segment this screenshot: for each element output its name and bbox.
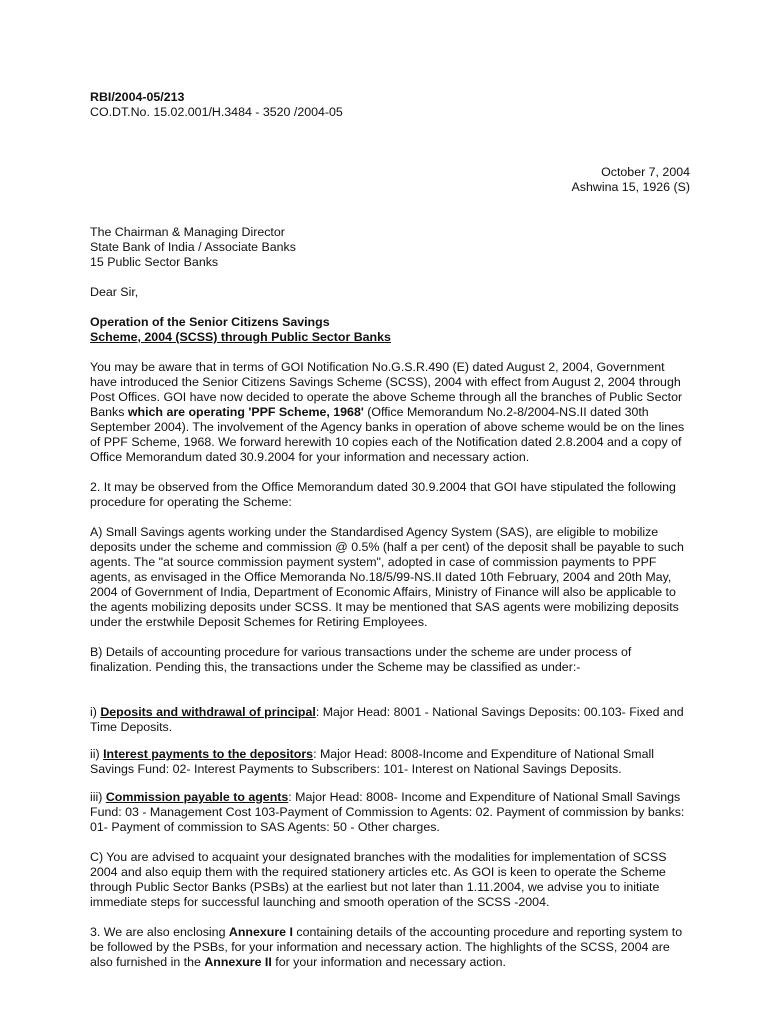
para3-text-c: for your information and necessary action. bbox=[271, 954, 506, 969]
address-line-1: The Chairman & Managing Director bbox=[90, 225, 285, 239]
annexure-2-label: Annexure II bbox=[204, 954, 272, 969]
circular-number: CO.DT.No. 15.02.001/H.3484 - 3520 /2004-05 bbox=[90, 105, 343, 119]
paragraph-c: C) You are advised to acquaint your designated branches with the modalities for implementation of SCSS 2004 and also equip them with the required stationery articles etc. As GOI is keen to operate the Scheme through Public Sector Banks (PSBs) at the earliest but not later than 1.11.2004, we advise you to initiate immediate steps for successful launching and smooth operation of the SCSS -2004. bbox=[90, 849, 667, 909]
list-item bbox=[90, 747, 690, 777]
item-ii-prefix: ii) bbox=[90, 747, 104, 762]
reference-number: RBI/2004-05/213 bbox=[90, 90, 185, 104]
list-item bbox=[90, 790, 690, 835]
paragraph-b: B) Details of accounting procedure for various transactions under the scheme are under process of finalization. Pending this, the transactions under the Scheme may be classified as under:- bbox=[90, 645, 632, 674]
address-line-2: State Bank of India / Associate Banks bbox=[90, 240, 296, 254]
item-i-text: : Major Head: 8001 - National Savings Deposits: 00.103- Fixed and Time Deposits. bbox=[90, 705, 684, 734]
para1-bold: which are operating 'PPF Scheme, 1968' bbox=[127, 405, 364, 419]
paragraph-3 bbox=[90, 925, 690, 970]
para3-text-a: 3. We are also enclosing bbox=[90, 924, 229, 939]
date-saka: Ashwina 15, 1926 (S) bbox=[571, 180, 690, 194]
reference-block bbox=[90, 90, 690, 120]
item-ii-text: : Major Head: 8008-Income and Expenditure of National Small Savings Fund: 02- Interest Payments to Subscribers: 101- Interest on National Savings Deposits. bbox=[90, 747, 655, 777]
subject-block bbox=[90, 315, 690, 345]
classification-list bbox=[90, 705, 690, 835]
list-item bbox=[90, 705, 690, 735]
address-block bbox=[90, 225, 690, 270]
para3-text-b: containing details of the accounting procedure and reporting system to be followed by the PSBs, for your information and necessary action. The highlights of the SCSS, 2004 are also furnished in the bbox=[90, 924, 683, 969]
date-gregorian: October 7, 2004 bbox=[601, 165, 690, 179]
item-ii-title: Interest payments to the depositors bbox=[103, 747, 314, 762]
subject-line-1: Operation of the Senior Citizens Savings bbox=[90, 315, 330, 329]
item-iii-text: : Major Head: 8008- Income and Expenditure of National Small Savings Fund: 03 - Management Cost 103-Payment of Commission to Agents: 02. Payment of commission by banks: 01- Payment of commission to SAS Agents: 50 - Other charges. bbox=[90, 789, 685, 834]
salutation: Dear Sir, bbox=[90, 285, 139, 299]
item-i-title: Deposits and withdrawal of principal bbox=[100, 705, 316, 719]
para1-text-b: (Office Memorandum No.2-8/2004-NS.II dated 30th September 2004). The involvement of the Agency banks in operation of above scheme would be on the lines of PPF Scheme, 1968. We forward herewith 10 copies each of the Notification dated 2.8.2004 and a copy of Office Memorandum dated 30.9.2004 for your information and necessary action. bbox=[90, 405, 685, 464]
date-block bbox=[90, 165, 690, 195]
address-line-3: 15 Public Sector Banks bbox=[90, 255, 219, 269]
paragraph-1 bbox=[90, 360, 690, 465]
paragraph-2: 2. It may be observed from the Office Memorandum dated 30.9.2004 that GOI have stipulated the following procedure for operating the Scheme: bbox=[90, 480, 676, 509]
para1-text-a: You may be aware that in terms of GOI Notification No.G.S.R.490 (E) dated August 2, 2004, Government have introduced the Senior Citizens Savings Scheme (SCSS), 2004 with effect from August 2, 2004 through Post Offices. GOI have now decided to operate the above Scheme through all the branches of Public Sector Banks bbox=[90, 360, 683, 419]
paragraph-a: A) Small Savings agents working under the Standardised Agency System (SAS), are eligible to mobilize deposits under the scheme and commission @ 0.5% (half a per cent) of the deposit shall be payable to such agents. The "at source commission payment system", adopted in case of commission payments to PPF agents, as envisaged in the Office Memoranda No.18/5/99-NS.II dated 10th February, 2004 and 20th May, 2004 of Government of India, Department of Economic Affairs, Ministry of Finance will also be applicable to the agents mobilizing deposits under SCSS. It may be mentioned that SAS agents were mobilizing deposits under the erstwhile Deposit Schemes for Retiring Employees. bbox=[90, 525, 684, 629]
item-iii-prefix: iii) bbox=[90, 789, 106, 804]
item-iii-title: Commission payable to agents bbox=[105, 789, 289, 804]
letter-page bbox=[90, 90, 690, 970]
subject-line-2: Scheme, 2004 (SCSS) through Public Sector Banks bbox=[90, 330, 391, 344]
item-i-prefix: i) bbox=[90, 705, 101, 719]
annexure-1-label: Annexure I bbox=[228, 924, 293, 939]
